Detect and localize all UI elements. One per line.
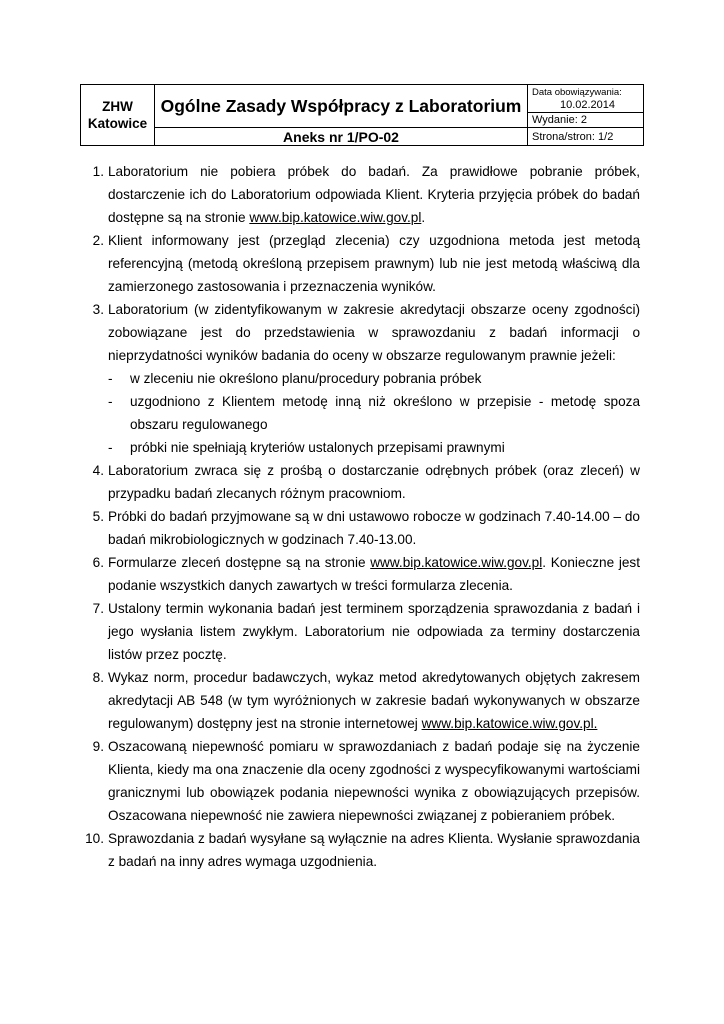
org-city: Katowice xyxy=(87,116,148,131)
bip-link[interactable]: www.bip.katowice.wiw.gov.pl xyxy=(370,555,543,570)
validity-label: Data obowiązywania: xyxy=(532,86,622,98)
sub-list-item: - próbki nie spełniają kryteriów ustalonych przepisami prawnymi xyxy=(108,440,505,455)
document-header xyxy=(80,84,644,146)
bip-link[interactable]: www.bip.katowice.wiw.gov.pl. xyxy=(421,716,598,731)
sub-list-item: - uzgodniono z Klientem metodę inną niż określono w przepisie - metodę spoza obszaru regulowanego xyxy=(108,394,640,432)
document-body xyxy=(80,160,640,873)
validity-cell xyxy=(528,85,644,113)
list-item: 2. Klient informowany jest (przegląd zlecenia) czy uzgodniona metoda jest metodą referencyjną (metodą określoną przepisem prawnym) lub nie jest metodą właściwą dla zamierzonego zastosowania i przeznaczenia wyników. xyxy=(92,233,640,294)
sub-list-item: - w zleceniu nie określono planu/procedury pobrania próbek xyxy=(108,371,482,386)
list-item: 3. Laboratorium (w zidentyfikowanym w zakresie akredytacji obszarze oceny zgodności) zobowiązane jest do przedstawienia w sprawozdaniu z badań informacji o nieprzydatności wyników badania do oceny w obszarze regulowanym prawnie jeżeli: - w zleceniu nie określono planu/procedury pobrania próbek - uzgodniono z Klientem metodę inną niż określono w przepisie - metodę spoza obszaru regulowanego - próbki nie spełniają kryteriów ustalonych przepisami prawnymi xyxy=(80,298,640,459)
list-item: 6. Formularze zleceń dostępne są na stronie www.bip.katowice.wiw.gov.pl. Konieczne jest podanie wszystkich danych zawartych w treści formularza zlecenia. xyxy=(92,555,640,593)
edition: Wydanie: 2 xyxy=(528,113,644,128)
document-title: Ogólne Zasady Współpracy z Laboratorium xyxy=(155,85,528,128)
organization-cell xyxy=(81,85,155,146)
validity-date: 10.02.2014 xyxy=(559,98,616,111)
list-item: 5. Próbki do badań przyjmowane są w dni ustawowo robocze w godzinach 7.40-14.00 – do badań mikrobiologicznych w godzinach 7.40-13.00. xyxy=(92,509,640,547)
org-name: ZHW xyxy=(102,99,133,114)
list-item: 4. Laboratorium zwraca się z prośbą o dostarczanie odrębnych próbek (oraz zleceń) w przypadku badań zlecanych różnym pracowniom. xyxy=(92,463,640,501)
bip-link[interactable]: www.bip.katowice.wiw.gov.pl xyxy=(249,210,422,225)
annex-number: Aneks nr 1/PO-02 xyxy=(155,128,528,146)
sub-list xyxy=(108,367,640,459)
rules-list xyxy=(80,160,640,873)
list-item: 9. Oszacowaną niepewność pomiaru w sprawozdaniach z badań podaje się na życzenie Klienta, kiedy ma ona znaczenie dla oceny zgodności z wyspecyfikowanymi wartościami granicznymi lub obowiązek podania niepewności wynika z obowiązujących przepisów. Oszacowana niepewność nie zawiera niepewności związanej z pobieraniem próbek. xyxy=(92,739,640,823)
list-item: 8. Wykaz norm, procedur badawczych, wykaz metod akredytowanych objętych zakresem akredytacji AB 548 (w tym wyróżnionych w zakresie badań wykonywanych w obszarze regulowanym) dostępny jest na stronie internetowej www.bip.katowice.wiw.gov.pl. xyxy=(92,670,640,731)
page-number: Strona/stron: 1/2 xyxy=(528,128,644,146)
list-item: 7. Ustalony termin wykonania badań jest terminem sporządzenia sprawozdania z badań i jego wysłania listem zwykłym. Laboratorium nie odpowiada za terminy dostarczenia listów przez pocztę. xyxy=(92,601,640,662)
list-item: 1. Laboratorium nie pobiera próbek do badań. Za prawidłowe pobranie próbek, dostarczenie ich do Laboratorium odpowiada Klient. Kryteria przyjęcia próbek do badań dostępne są na stronie www.bip.katowice.wiw.gov.pl. xyxy=(92,164,640,225)
list-item: 10. Sprawozdania z badań wysyłane są wyłącznie na adres Klienta. Wysłanie sprawozdania z badań na inny adres wymaga uzgodnienia. xyxy=(85,831,640,869)
